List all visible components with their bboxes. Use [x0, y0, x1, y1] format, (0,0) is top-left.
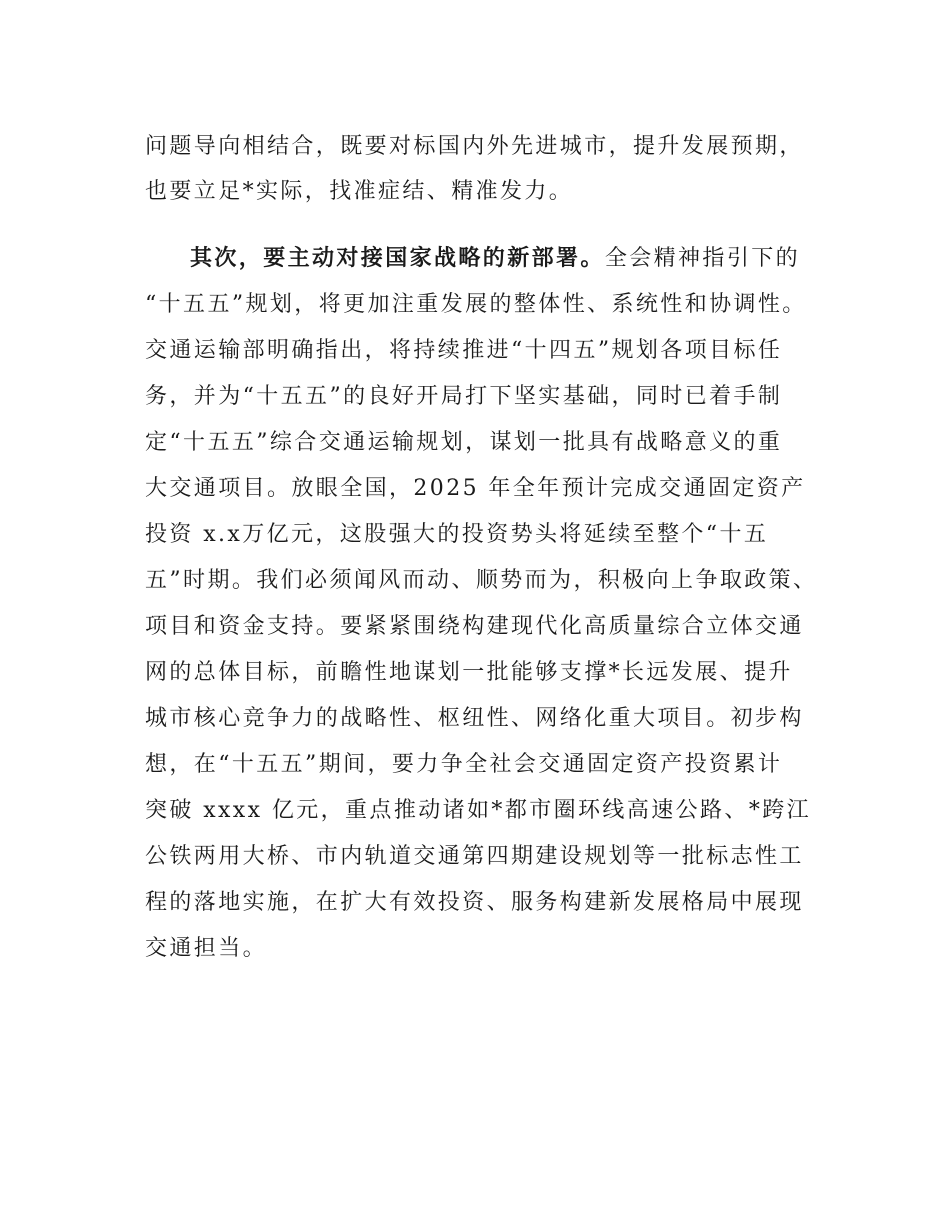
paragraph-2-line: 大交通项目。放眼全国，2025 年全年预计完成交通固定资产: [145, 476, 806, 501]
paragraph-2-lead-text: 全会精神指引下的: [604, 246, 801, 271]
paragraph-2-line: 网的总体目标，前瞻性地谋划一批能够支撑*长远发展、提升: [145, 660, 793, 685]
paragraph-2-first-line: [190, 246, 800, 270]
paragraph-2-line: 程的落地实施，在扩大有效投资、服务构建新发展格局中展现: [145, 890, 804, 915]
paragraph-2-heading: 其次，要主动对接国家战略的新部署。: [190, 245, 605, 271]
paragraph-1-line-2: 也要立足*实际，找准症结、精准发力。: [145, 179, 574, 204]
paragraph-2-line: 突破 xxxx 亿元，重点推动诸如*都市圈环线高速公路、*跨江: [145, 798, 812, 823]
paragraph-2-line: 想，在“十五五”期间，要力争全社会交通固定资产投资累计: [145, 752, 783, 777]
paragraph-2-line: 城市核心竞争力的战略性、枢纽性、网络化重大项目。初步构: [145, 706, 804, 731]
paragraph-2-line: “十五五”规划，将更加注重发展的整体性、系统性和协调性。: [145, 292, 807, 317]
paragraph-2-line: 定“十五五”综合交通运输规划，谋划一批具有战略意义的重: [145, 430, 783, 455]
paragraph-2-line: 交通运输部明确指出，将持续推进“十四五”规划各项目标任: [145, 338, 783, 363]
paragraph-2-line: 项目和资金支持。要紧紧围绕构建现代化高质量综合立体交通: [145, 614, 804, 639]
paragraph-2-line: 公铁两用大桥、市内轨道交通第四期建设规划等一批标志性工: [145, 844, 804, 869]
paragraph-2-line: 交通担当。: [145, 936, 268, 961]
paragraph-2-line: 五”时期。我们必须闻风而动、顺势而为，积极向上争取政策、: [145, 568, 818, 593]
paragraph-2-line: 务，并为“十五五”的良好开局打下坚实基础，同时已着手制: [145, 384, 783, 409]
paragraph-1-line-1: 问题导向相结合，既要对标国内外先进城市，提升发展预期，: [145, 134, 804, 159]
paragraph-2-line: 投资 x.x万亿元，这股强大的投资势头将延续至整个“十五: [145, 522, 769, 547]
